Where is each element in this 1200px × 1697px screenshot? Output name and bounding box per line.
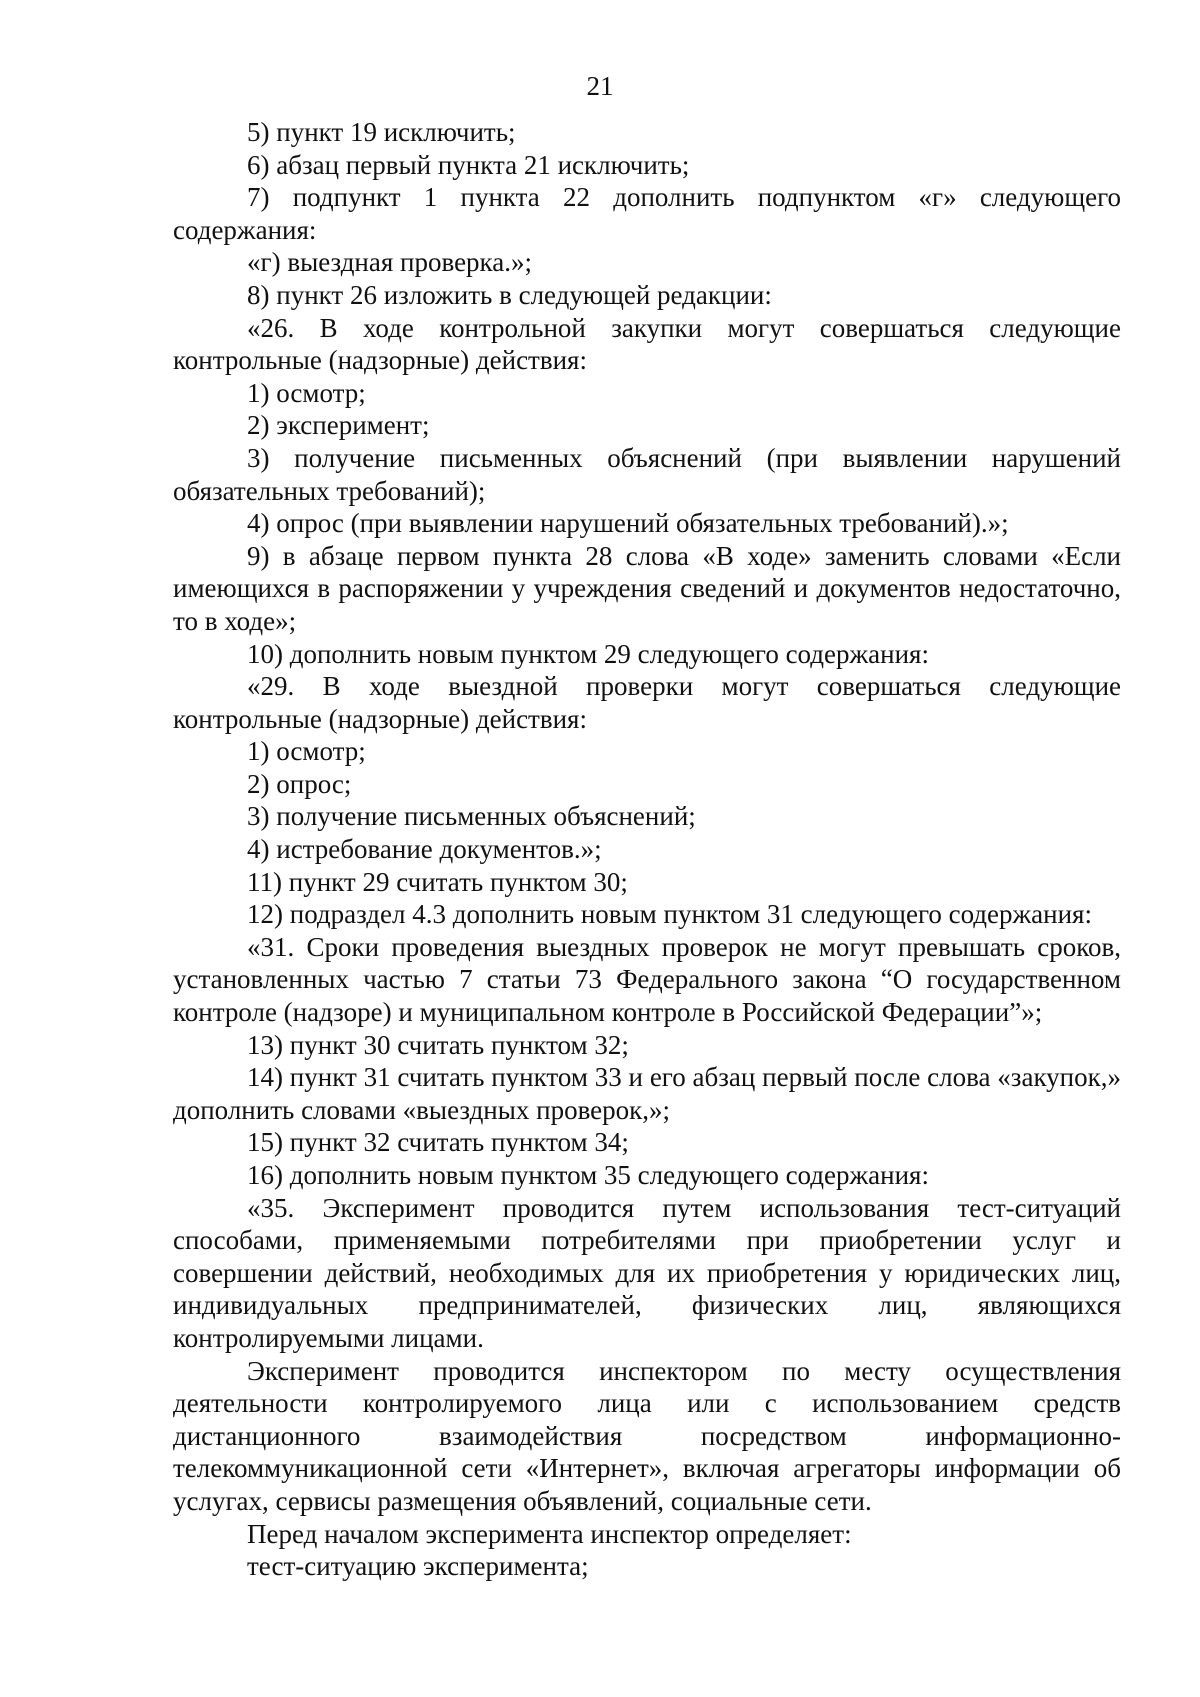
paragraph-test-situation: тест-ситуацию эксперимента;	[247, 1551, 589, 1582]
page-number: 21	[586, 71, 614, 101]
paragraph-action-4: 4) опрос (при выявлении нарушений обязательных требований).»;	[247, 508, 1009, 539]
paragraph-item-5: 5) пункт 19 исключить;	[247, 117, 516, 147]
paragraph-point-29: «29. В ходе выездной проверки могут совершаться следующие контрольные (надзорные) действия:	[173, 671, 1121, 734]
paragraph-item-13: 13) пункт 30 считать пунктом 32;	[247, 1029, 629, 1060]
paragraph-point-35: «35. Эксперимент проводится путем использования тест-ситуаций способами, применяемыми потребителями при приобретении услуг и совершении действий, необходимых для их приобретения у юридических лиц, индивидуальных предпринимателей, физических лиц, являющихся контролируемыми лицами.	[173, 1192, 1121, 1353]
paragraph-point-31: «31. Сроки проведения выездных проверок не могут превышать сроков, установленных частью 7 статьи 73 Федерального закона “О государственном контроле (надзоре) и муниципальном контроле в Российской Федерации”»;	[173, 931, 1121, 1028]
paragraph-item-6: 6) абзац первый пункта 21 исключить;	[247, 149, 690, 180]
paragraph-visit-action-4: 4) истребование документов.»;	[247, 834, 602, 865]
paragraph-item-14: 14) пункт 31 считать пунктом 33 и его абзац первый после слова «закупок,» дополнить словами «выездных проверок,»;	[173, 1062, 1121, 1125]
paragraph-point-26: «26. В ходе контрольной закупки могут совершаться следующие контрольные (надзорные) действия:	[173, 312, 1121, 376]
paragraph-action-3: 3) получение письменных объяснений (при выявлении нарушений обязательных требований);	[173, 442, 1121, 506]
paragraph-item-10: 10) дополнить новым пунктом 29 следующего содержания:	[247, 638, 929, 669]
paragraph-visit-action-1: 1) осмотр;	[247, 736, 366, 767]
paragraph-inspector-defines: Перед началом эксперимента инспектор определяет:	[247, 1518, 852, 1549]
document-body	[173, 116, 1121, 1583]
paragraph-visit-action-2: 2) опрос;	[247, 768, 352, 799]
paragraph-item-8: 8) пункт 26 изложить в следующей редакции:	[247, 279, 772, 310]
paragraph-item-15: 15) пункт 32 считать пунктом 34;	[247, 1127, 629, 1158]
paragraph-item-7: 7) подпункт 1 пункта 22 дополнить подпунктом «г» следующего содержания:	[173, 182, 1121, 245]
paragraph-item-12: 12) подраздел 4.3 дополнить новым пунктом 31 следующего содержания:	[247, 899, 1092, 930]
paragraph-item-11: 11) пункт 29 считать пунктом 30;	[247, 866, 628, 897]
paragraph-action-2: 2) эксперимент;	[247, 410, 430, 441]
paragraph-experiment-place: Эксперимент проводится инспектором по месту осуществления деятельности контролируемого лица или с использованием средств дистанционного взаимодействия посредством информационно-телекоммуникационной сети «Интернет», включая агрегаторы информации об услугах, сервисы размещения объявлений, социальные сети.	[173, 1355, 1121, 1516]
paragraph-item-9: 9) в абзаце первом пункта 28 слова «В ходе» заменить словами «Если имеющихся в распоряжении у учреждения сведений и документов недостаточно, то в ходе»;	[173, 540, 1121, 636]
paragraph-item-16: 16) дополнить новым пунктом 35 следующего содержания:	[247, 1160, 929, 1190]
paragraph-action-1: 1) осмотр;	[247, 377, 366, 408]
paragraph-visit-action-3: 3) получение письменных объяснений;	[247, 801, 696, 832]
paragraph-quote-g: «г) выездная проверка.»;	[247, 247, 533, 278]
